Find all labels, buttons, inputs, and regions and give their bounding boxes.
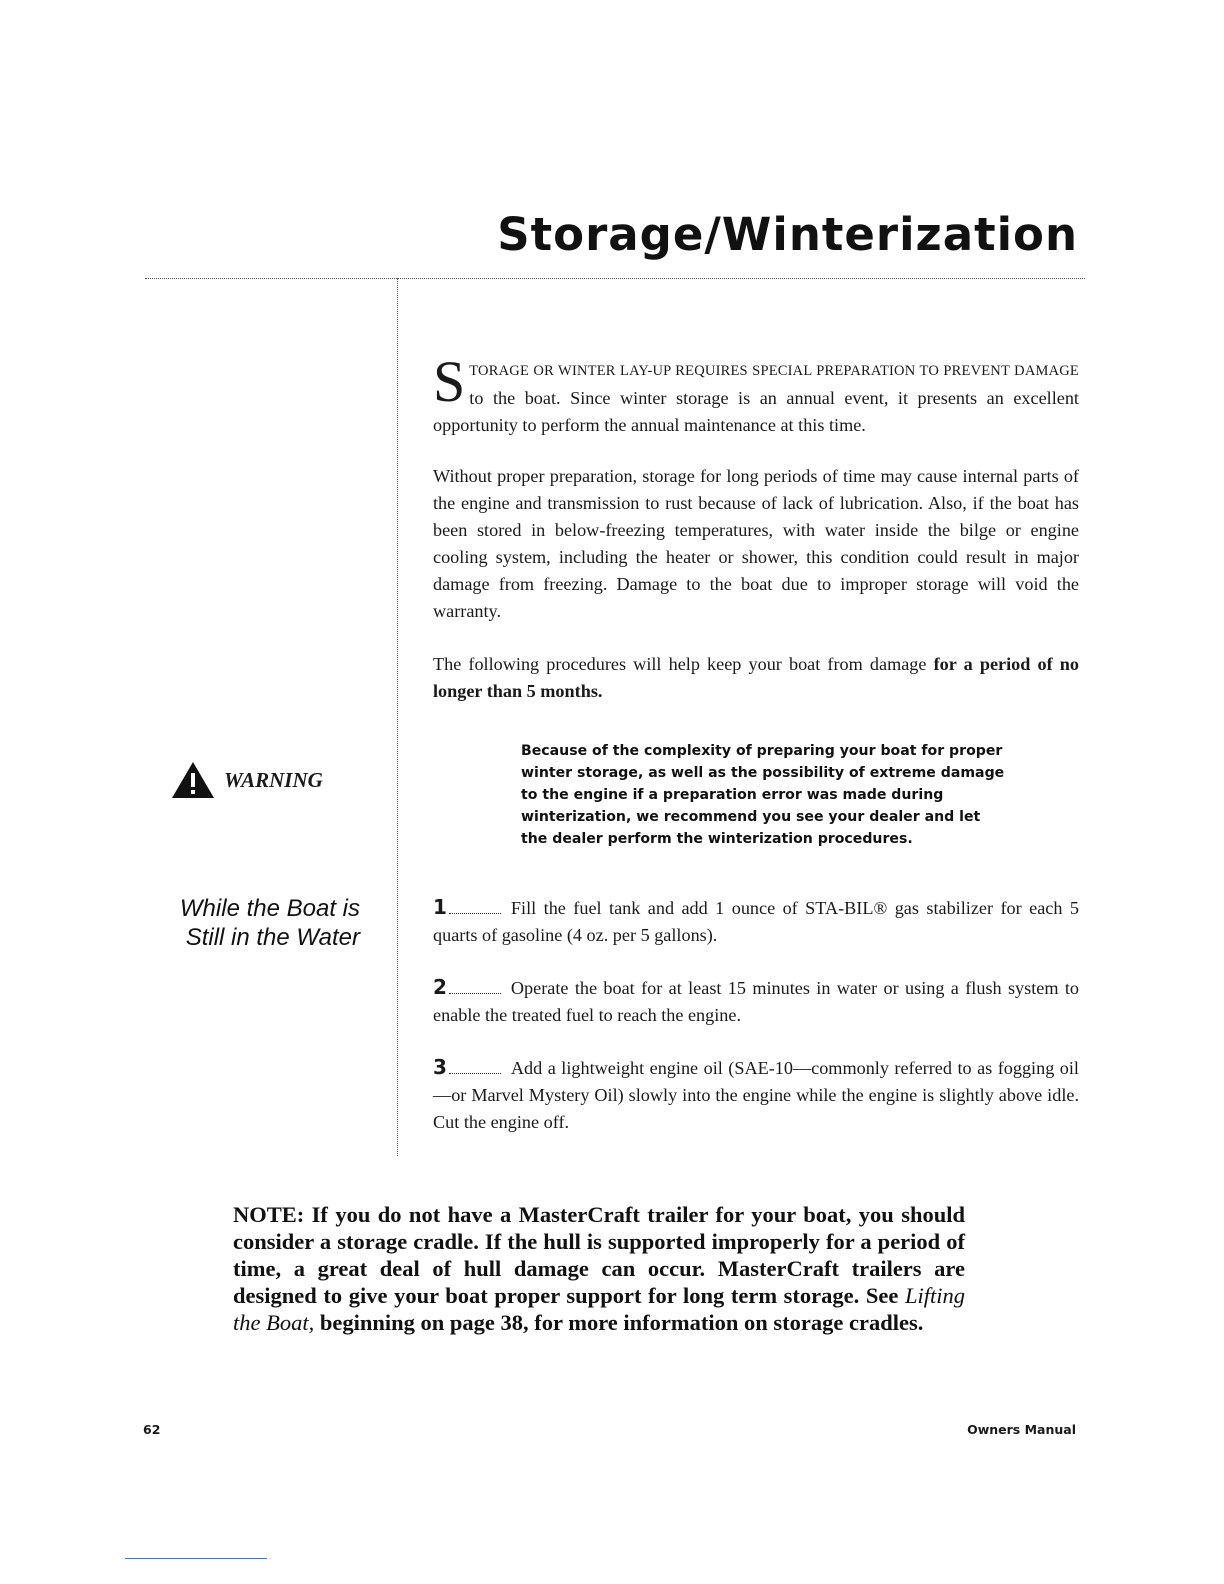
column-divider (397, 278, 398, 1156)
section-heading (150, 894, 360, 952)
note-text-2: beginning on page 38, for more information on storage cradles. (314, 1310, 924, 1335)
dot-leader (449, 993, 501, 994)
step-number: 3 (433, 1055, 447, 1079)
intro-paragraph (433, 349, 1079, 439)
intro-smallcaps: TORAGE OR WINTER LAY-UP REQUIRES SPECIAL PREPARATION TO PREVENT DAMAGE (469, 363, 1079, 379)
step-text: Operate the boat for at least 15 minutes in water or using a flush system to enable the treated fuel to reach the engine. (433, 978, 1079, 1025)
step-item (433, 974, 1079, 1029)
page-title: Storage/Winterization (497, 208, 1078, 261)
step-item (433, 1054, 1079, 1136)
warning-text: Because of the complexity of preparing your boat for proper winter storage, as well as the possibility of extreme damage to the engine if a preparation error was made during winterization, we recommend you see your dealer and let the dealer perform the winterization procedures. (521, 743, 1005, 847)
step-number: 2 (433, 975, 447, 999)
preparation-paragraph: Without proper preparation, storage for long periods of time may cause internal parts of the engine and transmission to rust because of lack of lubrication. Also, if the boat has been stored in below-freezing temperatures, with water inside the bilge or engine cooling system, including the heater or shower, this condition could result in major damage from freezing. Damage to the boat due to improper storage will void the warranty. (433, 466, 1079, 621)
footer-title: Owners Manual (967, 1422, 1076, 1437)
procedures-text: The following procedures will help keep your boat from damage (433, 654, 934, 674)
procedures-paragraph (433, 651, 1079, 705)
section-heading-line2: Still in the Water (185, 924, 360, 951)
intro-text: to the boat. Since winter storage is an annual event, it presents an excellent opportunity to perform the annual maintenance at this time. (433, 388, 1079, 435)
dot-leader (449, 913, 501, 914)
storage-note (233, 1201, 965, 1336)
note-text-1: NOTE: If you do not have a MasterCraft trailer for your boat, you should consider a storage cradle. If the hull is supported improperly for a period of time, a great deal of hull damage can occur. MasterCraft trailers are designed to give your boat proper support for long term storage. See (233, 1202, 965, 1308)
note-link-text: Lifting the Boat, (233, 1283, 965, 1335)
step-item (433, 894, 1079, 949)
title-divider (145, 278, 1085, 279)
warning-triangle-icon (170, 760, 216, 800)
step-number: 1 (433, 895, 447, 919)
warning-heading (170, 760, 323, 800)
dot-leader (449, 1073, 501, 1074)
step-text: Fill the fuel tank and add 1 ounce of STA-BIL® gas stabilizer for each 5 quarts of gasoline (4 oz. per 5 gallons). (433, 898, 1079, 945)
procedures-bold: for a period of no longer than 5 months. (433, 654, 1080, 701)
warning-label: WARNING (224, 767, 323, 792)
page-number: 62 (143, 1422, 161, 1437)
step-text: Add a lightweight engine oil (SAE-10—commonly referred to as fogging oil—or Marvel Mystery Oil) slowly into the engine while the engine is slightly above idle. Cut the engine off. (433, 1058, 1079, 1132)
bottom-rule (125, 1558, 267, 1559)
section-heading-line1: While the Boat is (179, 895, 360, 922)
drop-cap: S (433, 349, 466, 414)
